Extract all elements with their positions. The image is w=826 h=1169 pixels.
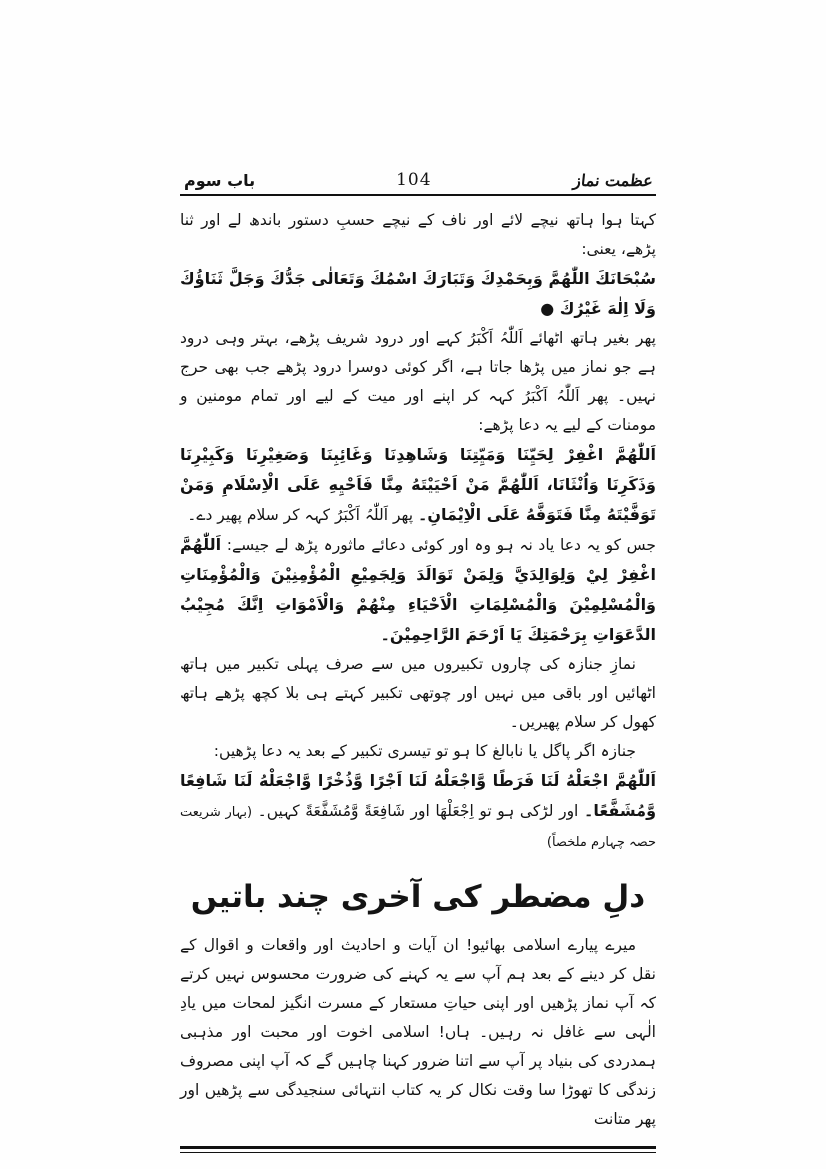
text-run: کہتا ہوا ہاتھ نیچے لائے اور ناف کے نیچے حسبِ دستور باندھ لے اور ثنا پڑھے، یعنی: xyxy=(180,211,656,258)
arabic-text-run: اَللّٰهُمَّ اغْفِرْ لِحَيِّنَا وَمَيِّتِنَا وَشَاهِدِنَا وَغَائِبِنَا وَصَغِيْرِنَا وَكَبِيْرِنَا وَذَكَرِنَا وَاُنْثَانَا، اَللّٰهُمَّ مَنْ اَحْيَيْتَهُ مِنَّا فَاَحْيِهِ عَلَى الْاِسْلَامِ وَمَنْ تَوَفَّيْتَهُ مِنَّا فَتَوَفَّهُ عَلَى الْاِيْمَانِ۔ xyxy=(180,445,656,524)
footer-double-rule xyxy=(180,1146,656,1153)
text-run: نمازِ جنازہ کی چاروں تکبیروں میں سے صرف پہلی تکبیر میں ہاتھ اٹھائیں اور باقی میں نہیں اور چوتھی تکبیر کہتے ہی بلا کچھ پڑھے ہاتھ کھول کر سلام پھیریں۔ xyxy=(180,655,656,731)
arabic-text-run: اَللّٰهُمَّ اغْفِرْ لِيْ وَلِوَالِدَيَّ وَلِمَنْ تَوَالَدَ وَلِجَمِيْعِ الْمُؤْمِنِيْنَ وَالْمُؤْمِنَاتِ وَالْمُسْلِمِيْنَ وَالْمُسْلِمَاتِ الْاَحْيَاءِ مِنْهُمْ وَالْاَمْوَاتِ اِنَّكَ مُجِيْبُ الدَّعَوَاتِ بِرَحْمَتِكَ يَا اَرْحَمَ الرَّاحِمِيْنَ۔ xyxy=(180,535,656,644)
section-heading: دلِ مضطر کی آخری چند باتیں xyxy=(190,879,646,915)
text-run: پھر اَللّٰہُ اَکْبَرُ کہہ کر سلام پھیر دے۔ xyxy=(187,506,418,524)
chapter-label: باب سوم xyxy=(184,171,256,190)
paragraph-instructions xyxy=(180,324,656,440)
text-run: پھر بغیر ہاتھ اٹھائے اَللّٰہُ اَکْبَرُ کہے اور درود شریف پڑھے، بہتر وہی درود ہے جو نماز میں پڑھا جاتا ہے، اگر کوئی دوسرا درود پڑھے جب بھی حرج نہیں۔ پھر اَللّٰہُ اَکْبَرُ کہہ کر اپنے اور میت کے لیے اور تمام مومنین و مومنات کے لیے یہ دعا پڑھے: xyxy=(180,329,656,434)
arabic-text-run: اَللّٰهُمَّ اجْعَلْهُ لَنَا فَرَطًا وَّاجْعَلْهُ لَنَا اَجْرًا وَّذُخْرًا وَّاجْعَلْهُ لَنَا شَافِعًا وَّمُشَفَّعًا۔ xyxy=(180,771,657,820)
book-title: عظمت نماز xyxy=(571,171,654,190)
page-content xyxy=(180,170,656,1153)
dua-janazah xyxy=(180,440,656,530)
dua-thana xyxy=(180,264,656,324)
paragraph-takbir-rules xyxy=(180,650,656,737)
page-header xyxy=(180,170,656,194)
text-run: جنازہ اگر پاگل یا نابالغ کا ہو تو تیسری تکبیر کے بعد یہ دعا پڑھیں: xyxy=(213,742,636,760)
text-run: جس کو یہ دعا یاد نہ ہو وہ اور کوئی دعائے ماثورہ پڑھ لے جیسے: xyxy=(221,536,656,554)
paragraph-alternate-dua xyxy=(180,530,656,650)
reference-citation: (بہار شریعت حصہ چہارم ملخصاً) xyxy=(180,805,656,850)
paragraph-minor-janazah xyxy=(180,737,656,766)
closing-paragraph: میرے پیارے اسلامی بھائیو! ان آیات و احادیث اور واقعات و اقوال کے نقل کر دینے کے بعد ہم آپ سے یہ کہنے کی ضرورت محسوس نہیں کرتے کہ آپ نماز پڑھیں اور اپنی حیاتِ مستعار کے مسرت انگیز لمحات میں یادِ الٰہی سے غافل نہ رہیں۔ ہاں! اسلامی اخوت اور محبت اور مذہبی ہمدردی کی بنیاد پر آپ سے اتنا ضرور کہنا چاہیں گے کہ آپ اپنی مصروف زندگی کا تھوڑا سا وقت نکال کر یہ کتاب انتہائی سنجیدگی سے پڑھیں اور پھر متانت xyxy=(180,936,656,1128)
page-number: 104 xyxy=(396,170,432,190)
paragraph-intro xyxy=(180,206,656,264)
arabic-text-run: سُبْحَانَكَ اللّٰهُمَّ وَبِحَمْدِكَ وَتَبَارَكَ اسْمُكَ وَتَعَالٰى جَدُّكَ وَجَلَّ ثَنَاؤُكَ وَلَا اِلٰهَ غَيْرُكَ ● xyxy=(180,269,656,318)
header-rule xyxy=(180,194,656,196)
text-run: اور لڑکی ہو تو اِجْعَلْهَا اور شَافِعَةً وَّمُشَفَّعَةً کہیں۔ xyxy=(252,802,584,820)
dua-child-janazah xyxy=(180,766,656,857)
